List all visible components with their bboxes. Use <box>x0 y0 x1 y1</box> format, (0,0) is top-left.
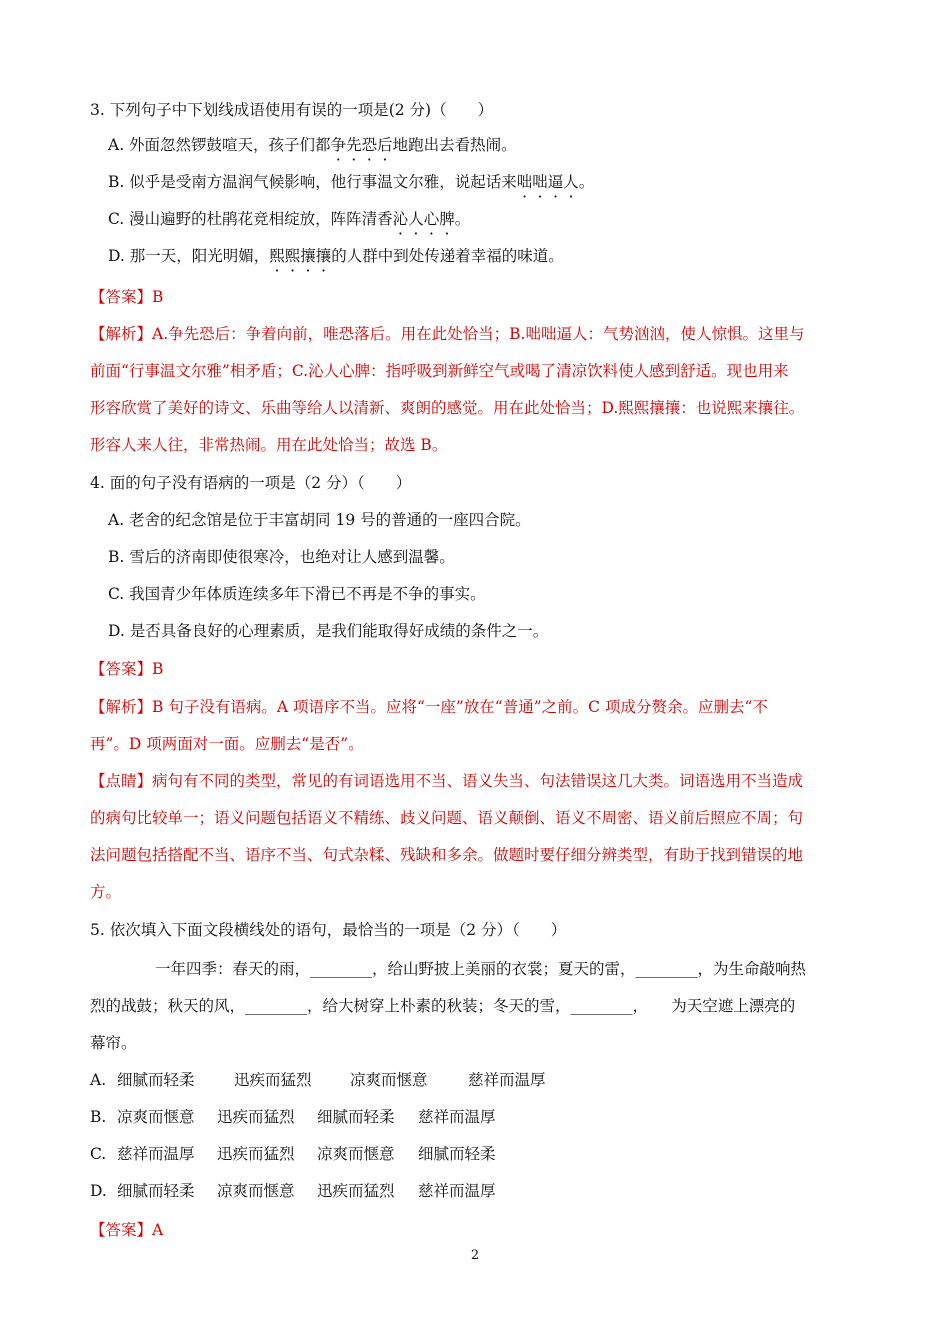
option-item: 迅疾而猛烈 <box>234 1071 312 1089</box>
q4-stem: 4. 面的句子没有语病的一项是（2 分）（ ） <box>90 474 412 492</box>
q3-option-c: C. 漫山遍野的杜鹃花竞相绽放，阵阵清香沁人心脾。 <box>108 210 471 228</box>
q3-analysis-line-1: 【解析】A.争先恐后：争着向前，唯恐落后。用在此处恰当；B.咄咄逼人：气势汹汹，使人惊惧。这里与 <box>90 325 805 343</box>
q3-option-d: D. 那一天，阳光明媚，熙熙攘攘的人群中到处传递着幸福的味道。 <box>108 247 564 265</box>
q4-analysis-line-2: 再”。D 项两面对一面。应删去“是否”。 <box>90 735 364 753</box>
analysis-label: 【解析】 <box>90 325 153 343</box>
q3-answer <box>90 285 870 309</box>
q4-option-d: D. 是否具备良好的心理素质，是我们能取得好成绩的条件之一。 <box>108 622 549 640</box>
q4-answer <box>90 657 870 681</box>
option-item: 细腻而轻柔 <box>418 1145 496 1163</box>
option-item: 凉爽而惬意 <box>217 1182 295 1200</box>
answer-value: A <box>152 1221 164 1239</box>
q3-option-b: B. 似乎是受南方温润气候影响，他行事温文尔雅，说起话来咄咄逼人。 <box>108 173 595 191</box>
q5-option-a <box>90 1068 870 1092</box>
q3-idiom-d: 熙熙攘攘 <box>269 247 332 265</box>
answer-label: 【答案】 <box>90 660 153 678</box>
q5-passage-line-3: 幕帘。 <box>90 1034 137 1052</box>
option-item: 细腻而轻柔 <box>317 1108 395 1126</box>
option-label: B. <box>90 1108 107 1126</box>
option-item: 凉爽而惬意 <box>117 1108 195 1126</box>
q5-option-c <box>90 1142 870 1166</box>
option-item: 迅疾而猛烈 <box>317 1182 395 1200</box>
q3-idiom-a: 争先恐后 <box>330 136 393 154</box>
option-label: A. <box>90 1071 107 1089</box>
option-item: 细腻而轻柔 <box>117 1182 195 1200</box>
q4-option-a: A. 老舍的纪念馆是位于丰富胡同 19 号的普通的一座四合院。 <box>108 511 531 529</box>
q3-stem: 3. 下列句子中下划线成语使用有误的一项是(2 分)（ ） <box>90 101 494 119</box>
option-item: 迅疾而猛烈 <box>217 1108 295 1126</box>
q3-analysis-line-2: 前面“行事温文尔雅”相矛盾；C.沁人心脾：指呼吸到新鲜空气或喝了清凉饮料使人感到舒适。现也用来 <box>90 362 789 380</box>
option-item: 慈祥而温厚 <box>117 1145 195 1163</box>
option-item: 凉爽而惬意 <box>317 1145 395 1163</box>
answer-value: B <box>152 660 164 678</box>
q3-analysis-line-4: 形容人来人往，非常热闹。用在此处恰当；故选 B。 <box>90 436 448 454</box>
q5-stem: 5. 依次填入下面文段横线处的语句，最恰当的一项是（2 分）（ ） <box>90 921 567 939</box>
option-item: 凉爽而惬意 <box>350 1071 428 1089</box>
q4-option-b: B. 雪后的济南即使很寒冷，也绝对让人感到温馨。 <box>108 548 455 566</box>
option-label: D. <box>90 1182 107 1200</box>
q4-option-c: C. 我国青少年体质连续多年下滑已不再是不争的事实。 <box>108 585 486 603</box>
option-item: 迅疾而猛烈 <box>217 1145 295 1163</box>
option-item: 慈祥而温厚 <box>468 1071 546 1089</box>
q5-option-d <box>90 1179 870 1203</box>
option-item: 慈祥而温厚 <box>418 1108 496 1126</box>
q3-option-a: A. 外面忽然锣鼓喧天，孩子们都争先恐后地跑出去看热闹。 <box>108 136 517 154</box>
q4-comment-line-2: 的病句比较单一；语义问题包括语义不精练、歧义问题、语义颠倒、语义不周密、语义前后照应不周；句 <box>90 809 804 827</box>
q5-answer <box>90 1218 870 1242</box>
answer-label: 【答案】 <box>90 1221 153 1239</box>
analysis-label: 【解析】 <box>90 698 153 716</box>
answer-label: 【答案】 <box>90 288 153 306</box>
q4-comment-line-1: 【点睛】病句有不同的类型，常见的有词语选用不当、语义失当、句法错误这几大类。词语选用不当造成 <box>90 772 804 790</box>
q5-passage-line-2: 烈的战鼓；秋天的风，________，给大树穿上朴素的秋装；冬天的雪，________， 为天空遮上漂亮的 <box>90 997 796 1015</box>
q3-analysis-line-3: 形容欣赏了美好的诗文、乐曲等给人以清新、爽朗的感觉。用在此处恰当；D.熙熙攘攘：也说熙来攘往。 <box>90 399 805 417</box>
option-item: 慈祥而温厚 <box>418 1182 496 1200</box>
q4-comment-line-4: 方。 <box>90 883 122 901</box>
answer-value: B <box>152 288 164 306</box>
option-item: 细腻而轻柔 <box>117 1071 195 1089</box>
q5-passage-line-1: 一年四季：春天的雨，________，给山野披上美丽的衣裳；夏天的雷，________，为生命敲响热 <box>155 960 807 978</box>
q3-idiom-c: 沁人心脾 <box>392 210 455 228</box>
q5-option-b <box>90 1105 870 1129</box>
option-label: C. <box>90 1145 107 1163</box>
q3-idiom-b: 咄咄逼人 <box>516 173 579 191</box>
comment-label: 【点睛】 <box>90 772 153 790</box>
page-number: 2 <box>470 1248 480 1263</box>
q4-comment-line-3: 法问题包括搭配不当、语序不当、句式杂糅、残缺和多余。做题时要仔细分辨类型，有助于找到错误的地 <box>90 846 804 864</box>
q4-analysis-line-1: 【解析】B 句子没有语病。A 项语序不当。应将“一座”放在“普通”之前。C 项成分赘余。应删去“不 <box>90 698 768 716</box>
